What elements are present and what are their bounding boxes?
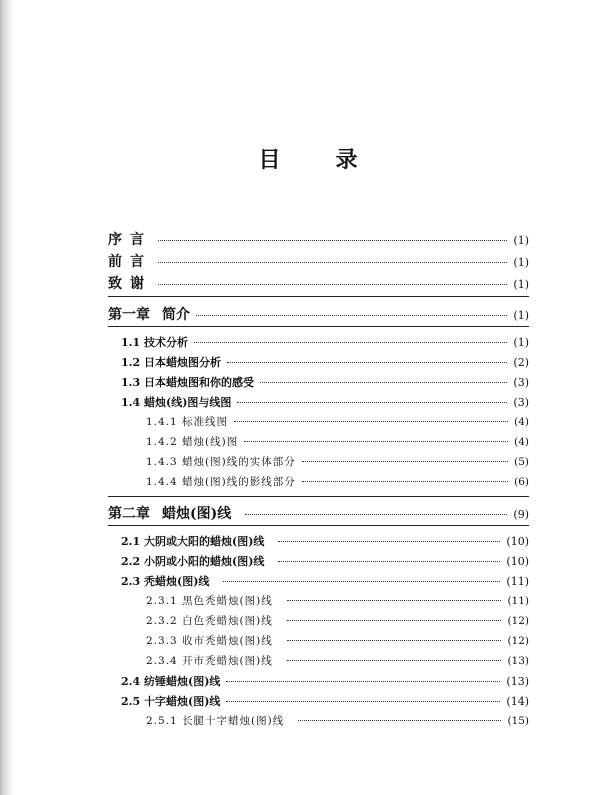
toc-entry-label bbox=[121, 394, 231, 410]
subsection-title: 蜡烛(图)线的实体部分 bbox=[182, 456, 296, 468]
subsection-number: 2.3.4 bbox=[146, 655, 178, 667]
section-title: 蜡烛(线)图与线图 bbox=[143, 396, 232, 409]
toc-entry-label bbox=[108, 304, 190, 324]
toc-entry-label bbox=[146, 653, 273, 668]
toc-entry-label bbox=[146, 474, 296, 489]
dot-leader bbox=[158, 262, 507, 263]
subsection-number: 1.4.4 bbox=[146, 476, 178, 488]
toc-entry-label: 前言 bbox=[108, 254, 152, 270]
subsection-title: 长腿十字蜡烛(图)线 bbox=[182, 715, 285, 727]
toc-entry-label bbox=[121, 374, 254, 390]
page-title bbox=[0, 143, 616, 174]
dot-leader bbox=[298, 720, 501, 721]
dot-leader bbox=[278, 541, 500, 542]
toc-entry-page: (4) bbox=[514, 416, 529, 428]
section-title: 日本蜡烛图分析 bbox=[143, 356, 221, 369]
section-divider bbox=[108, 525, 529, 526]
toc-entry-2-3[interactable] bbox=[121, 573, 529, 589]
section-title: 小阴或小阳的蜡烛(图)线 bbox=[143, 555, 265, 568]
subsection-title: 黑色秃蜡烛(图)线 bbox=[182, 595, 273, 607]
toc-entry-2-5-1[interactable] bbox=[146, 713, 529, 728]
toc-entry-page: (12) bbox=[507, 635, 529, 647]
dot-leader bbox=[234, 421, 508, 422]
toc-entry-page: (1) bbox=[513, 336, 529, 349]
toc-entry-label bbox=[146, 414, 228, 429]
dot-leader bbox=[260, 382, 507, 383]
toc-entry-page: (1) bbox=[513, 309, 529, 322]
toc-entry-page: (1) bbox=[513, 234, 529, 247]
dot-leader bbox=[226, 701, 500, 702]
subsection-title: 开市秃蜡烛(图)线 bbox=[182, 655, 273, 667]
chapter-number: 第二章 bbox=[108, 506, 150, 522]
section-title: 秃蜡烛(图)线 bbox=[143, 575, 210, 588]
toc-entry-label bbox=[121, 553, 264, 569]
subsection-title: 蜡烛(线)图 bbox=[182, 436, 239, 448]
dot-leader bbox=[226, 681, 500, 682]
toc-entry-page: (9) bbox=[513, 508, 529, 521]
toc-entry-page: (3) bbox=[513, 396, 529, 409]
toc-entry-page: (3) bbox=[513, 376, 529, 389]
section-number: 2.3 bbox=[121, 575, 141, 588]
dot-leader bbox=[227, 362, 507, 363]
toc-entry-1-4[interactable] bbox=[121, 394, 529, 410]
toc-entry-page: (10) bbox=[506, 535, 529, 548]
toc-entry-label bbox=[121, 573, 209, 589]
toc-entry-preface[interactable] bbox=[108, 229, 529, 249]
toc-entry-label bbox=[121, 354, 221, 370]
dot-leader bbox=[245, 514, 507, 515]
subsection-title: 蜡烛(图)线的影线部分 bbox=[182, 476, 296, 488]
toc-entry-foreword[interactable] bbox=[108, 251, 529, 271]
toc-entry-page: (13) bbox=[507, 655, 529, 667]
toc-entry-label bbox=[121, 334, 188, 350]
subsection-title: 收市秃蜡烛(图)线 bbox=[182, 635, 273, 647]
toc-entry-label bbox=[146, 613, 273, 628]
toc-entry-label bbox=[121, 533, 264, 549]
toc-entry-1-1[interactable] bbox=[121, 334, 529, 350]
section-divider bbox=[108, 326, 529, 327]
toc-entry-label bbox=[146, 633, 273, 648]
toc-entry-1-2[interactable] bbox=[121, 354, 529, 370]
toc-entry-1-4-2[interactable] bbox=[146, 434, 529, 449]
toc-entry-page: (12) bbox=[507, 615, 529, 627]
toc-entry-acknowledgements[interactable] bbox=[108, 273, 529, 293]
section-title: 日本蜡烛图和你的感受 bbox=[143, 376, 254, 389]
dot-leader bbox=[223, 581, 500, 582]
toc-entry-1-4-4[interactable] bbox=[146, 474, 529, 489]
toc-entry-page: (11) bbox=[507, 595, 529, 607]
dot-leader bbox=[278, 561, 500, 562]
toc-entry-2-5[interactable] bbox=[121, 693, 529, 709]
toc-entry-1-4-1[interactable] bbox=[146, 414, 529, 429]
toc-entry-2-3-4[interactable] bbox=[146, 653, 529, 668]
toc-entry-2-3-2[interactable] bbox=[146, 613, 529, 628]
toc-entry-page: (13) bbox=[506, 675, 529, 688]
subsection-title: 标准线图 bbox=[182, 416, 229, 428]
toc-entry-label: 致谢 bbox=[108, 276, 152, 292]
section-number: 1.1 bbox=[121, 336, 141, 349]
toc-entry-label bbox=[146, 434, 238, 449]
subsection-number: 1.4.2 bbox=[146, 436, 178, 448]
toc-entry-page: (2) bbox=[513, 356, 529, 369]
section-number: 1.2 bbox=[121, 356, 141, 369]
toc-entry-label bbox=[146, 593, 273, 608]
chapter-title: 蜡烛(图)线 bbox=[162, 506, 232, 522]
toc-entry-2-2[interactable] bbox=[121, 553, 529, 569]
dot-leader bbox=[158, 240, 507, 241]
toc-entry-chapter-2[interactable] bbox=[108, 503, 529, 523]
dot-leader bbox=[302, 481, 508, 482]
toc-entry-1-4-3[interactable] bbox=[146, 454, 529, 469]
dot-leader bbox=[287, 660, 502, 661]
page-edge-shadow bbox=[0, 0, 14, 795]
section-number: 2.5 bbox=[121, 695, 141, 708]
dot-leader bbox=[244, 441, 508, 442]
section-title: 大阴或大阳的蜡烛(图)线 bbox=[143, 535, 265, 548]
section-divider bbox=[108, 296, 529, 297]
toc-entry-label bbox=[121, 673, 220, 689]
section-title: 技术分析 bbox=[143, 336, 188, 349]
toc-entry-page: (15) bbox=[507, 715, 529, 727]
chapter-title: 简介 bbox=[162, 307, 190, 323]
title-part-1: 目 bbox=[258, 147, 281, 173]
toc-entry-page: (4) bbox=[514, 436, 529, 448]
section-title: 纺锤蜡烛(图)线 bbox=[143, 675, 221, 688]
toc-entry-chapter-1[interactable] bbox=[108, 304, 529, 324]
toc-entry-label: 序言 bbox=[108, 232, 152, 248]
subsection-number: 1.4.1 bbox=[146, 416, 178, 428]
toc-entry-page: (1) bbox=[513, 278, 529, 291]
subsection-number: 2.3.2 bbox=[146, 615, 178, 627]
toc-entry-2-3-1[interactable] bbox=[146, 593, 529, 608]
subsection-number: 1.4.3 bbox=[146, 456, 178, 468]
dot-leader bbox=[287, 600, 502, 601]
subsection-title: 白色秃蜡烛(图)线 bbox=[182, 615, 273, 627]
section-number: 2.4 bbox=[121, 675, 141, 688]
dot-leader bbox=[194, 342, 507, 343]
section-number: 2.2 bbox=[121, 555, 141, 568]
dot-leader bbox=[158, 284, 507, 285]
dot-leader bbox=[237, 402, 507, 403]
toc-entry-page: (1) bbox=[513, 256, 529, 269]
section-divider bbox=[108, 496, 529, 497]
toc-entry-label bbox=[121, 693, 220, 709]
toc-entry-label bbox=[108, 503, 231, 523]
toc-entry-page: (6) bbox=[514, 476, 529, 488]
toc-entry-page: (14) bbox=[506, 695, 529, 708]
toc-entry-label bbox=[146, 713, 284, 728]
toc-entry-page: (5) bbox=[514, 456, 529, 468]
chapter-number: 第一章 bbox=[108, 307, 150, 323]
section-number: 1.4 bbox=[121, 396, 141, 409]
section-number: 2.1 bbox=[121, 535, 141, 548]
toc-entry-page: (10) bbox=[506, 555, 529, 568]
toc-entry-2-3-3[interactable] bbox=[146, 633, 529, 648]
toc-entry-1-3[interactable] bbox=[121, 374, 529, 390]
title-part-2: 录 bbox=[335, 147, 358, 173]
dot-leader bbox=[287, 640, 502, 641]
subsection-number: 2.5.1 bbox=[146, 715, 178, 727]
toc-entry-2-4[interactable] bbox=[121, 673, 529, 689]
toc-entry-label bbox=[146, 454, 296, 469]
dot-leader bbox=[287, 620, 502, 621]
toc-entry-2-1[interactable] bbox=[121, 533, 529, 549]
section-title: 十字蜡烛(图)线 bbox=[143, 695, 221, 708]
dot-leader bbox=[302, 461, 508, 462]
subsection-number: 2.3.1 bbox=[146, 595, 178, 607]
dot-leader bbox=[196, 315, 507, 316]
toc-entry-page: (11) bbox=[506, 575, 529, 588]
subsection-number: 2.3.3 bbox=[146, 635, 178, 647]
section-number: 1.3 bbox=[121, 376, 141, 389]
